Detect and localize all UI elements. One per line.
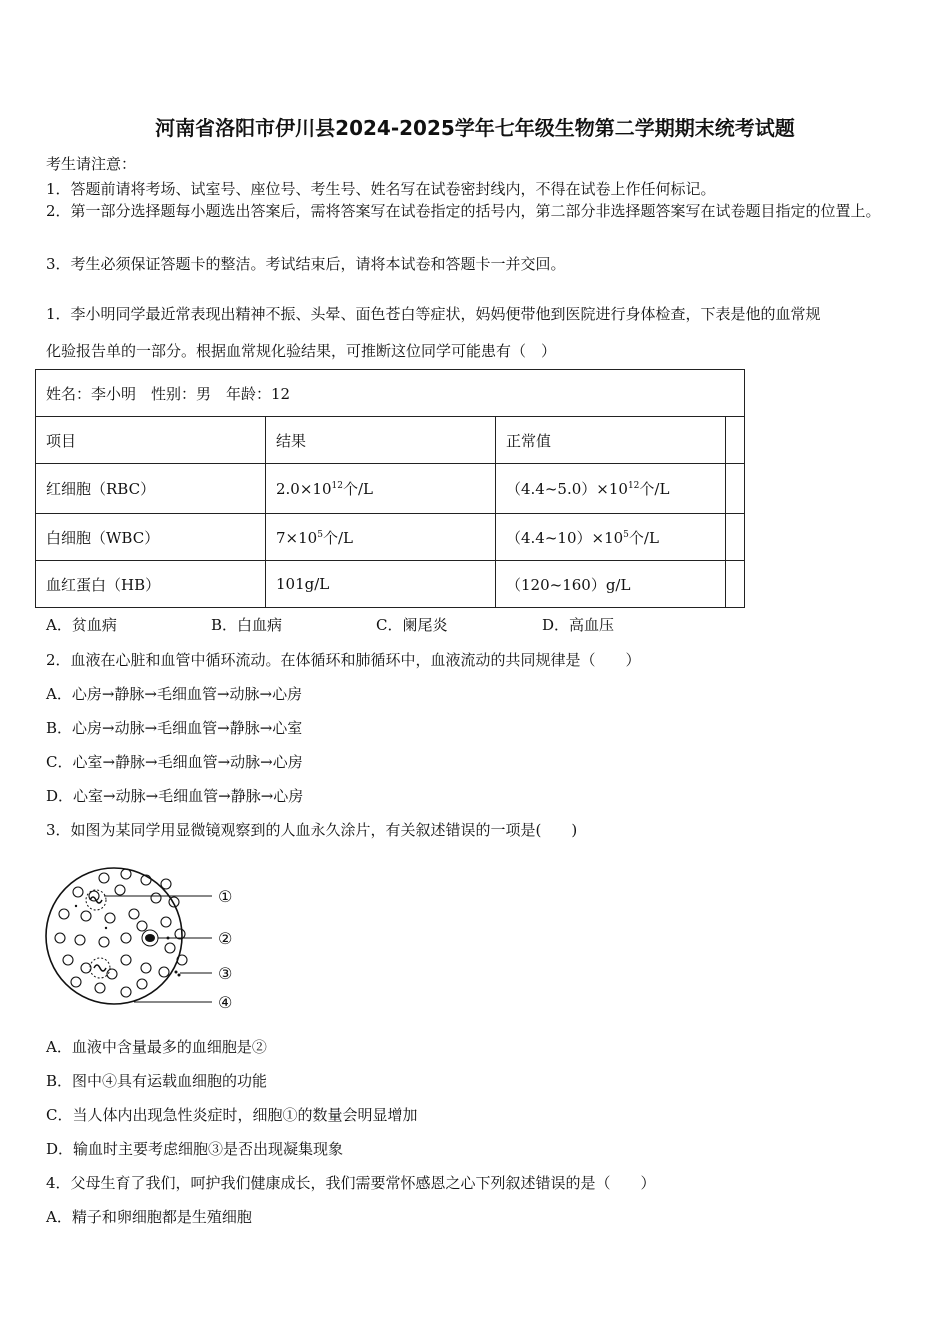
q2-option-a[interactable]: A．心房→静脉→毛细血管→动脉→心房 xyxy=(46,685,303,703)
q3-option-b[interactable]: B．图中④具有运载血细胞的功能 xyxy=(46,1072,268,1090)
patient-info-cell: 姓名：李小明 性别：男 年龄：12 xyxy=(36,370,745,417)
notice-item-3: 3．考生必须保证答题卡的整洁。考试结束后，请将本试卷和答题卡一并交回。 xyxy=(46,255,566,273)
table-row xyxy=(36,417,745,464)
q2-option-c[interactable]: C．心室→静脉→毛细血管→动脉→心房 xyxy=(46,753,303,771)
q1-stem-line2: 化验报告单的一部分。根据血常规化验结果，可推断这位同学可能患有（ ） xyxy=(46,342,557,360)
white-blood-cell-1 xyxy=(86,890,106,910)
notice-item-1: 1．答题前请将考场、试室号、座位号、考生号、姓名写在试卷密封线内，不得在试卷上作任何标记。 xyxy=(46,180,716,198)
q3-option-a[interactable]: A．血液中含量最多的血细胞是② xyxy=(46,1038,267,1056)
q1-option-c[interactable]: C．阑尾炎 xyxy=(376,616,448,634)
row-item: 血红蛋白（HB） xyxy=(36,561,266,608)
blank-cell xyxy=(726,417,745,464)
q2-option-b[interactable]: B．心房→动脉→毛细血管→静脉→心室 xyxy=(46,719,303,737)
blood-smear-figure xyxy=(42,856,252,1016)
header-item: 项目 xyxy=(36,417,266,464)
header-normal: 正常值 xyxy=(496,417,726,464)
q3-option-d[interactable]: D．输血时主要考虑细胞③是否出现凝集现象 xyxy=(46,1140,344,1158)
label-lines xyxy=(104,896,212,1002)
row-normal: $(4.4\sim 10)\times 10^5$个/L xyxy=(496,514,726,561)
q1-option-b[interactable]: B．白血病 xyxy=(211,616,283,634)
notice-item-2: 2．第一部分选择题每小题选出答案后，需将答案写在试卷指定的括号内，第二部分非选择题答案写在试卷题目指定的位置上。 xyxy=(46,202,881,220)
q2-stem: 2．血液在心脏和血管中循环流动。在体循环和肺循环中，血液流动的共同规律是（ ） xyxy=(46,651,641,669)
q1-option-a[interactable]: A．贫血病 xyxy=(46,616,117,634)
table-row xyxy=(36,561,745,608)
label-4: ④ xyxy=(218,993,233,1012)
q3-stem: 3．如图为某同学用显微镜观察到的人血永久涂片，有关叙述错误的一项是( ) xyxy=(46,821,578,839)
notice-heading: 考生请注意： xyxy=(46,155,137,173)
label-2: ② xyxy=(218,929,233,948)
row-result: 101g/L xyxy=(266,561,496,608)
row-normal: $(4.4\sim 5.0)\times 10^{12}$个/L xyxy=(496,464,726,514)
q4-option-a[interactable]: A．精子和卵细胞都是生殖细胞 xyxy=(46,1208,252,1226)
table-row xyxy=(36,514,745,561)
microscope-field xyxy=(46,868,182,1004)
row-normal: （120~160）g/L xyxy=(496,561,726,608)
q1-option-d[interactable]: D．高血压 xyxy=(542,616,615,634)
q1-stem-line1: 1．李小明同学最近常表现出精神不振、头晕、面色苍白等症状，妈妈便带他到医院进行身体检查，下表是他的血常规 xyxy=(46,305,821,323)
label-3: ③ xyxy=(218,964,233,983)
exam-title: 河南省洛阳市伊川县2024-2025学年七年级生物第二学期期末统考试题 xyxy=(155,116,795,140)
q3-option-c[interactable]: C．当人体内出现急性炎症时，细胞①的数量会明显增加 xyxy=(46,1106,418,1124)
q2-option-d[interactable]: D．心室→动脉→毛细血管→静脉→心房 xyxy=(46,787,304,805)
label-1: ① xyxy=(218,887,233,906)
blank-cell xyxy=(726,514,745,561)
header-result: 结果 xyxy=(266,417,496,464)
row-item: 红细胞（RBC） xyxy=(36,464,266,514)
row-result: $7\times 10^5$个/L xyxy=(266,514,496,561)
table-row xyxy=(36,464,745,514)
row-result: $2.0\times 10^{12}$个/L xyxy=(266,464,496,514)
table-row xyxy=(36,370,745,417)
blank-cell xyxy=(726,561,745,608)
blank-cell xyxy=(726,464,745,514)
blood-test-table xyxy=(35,369,745,608)
white-blood-cell-2 xyxy=(142,930,158,946)
q4-stem: 4．父母生育了我们，呵护我们健康成长，我们需要常怀感恩之心下列叙述错误的是（ ） xyxy=(46,1174,656,1192)
row-item: 白细胞（WBC） xyxy=(36,514,266,561)
